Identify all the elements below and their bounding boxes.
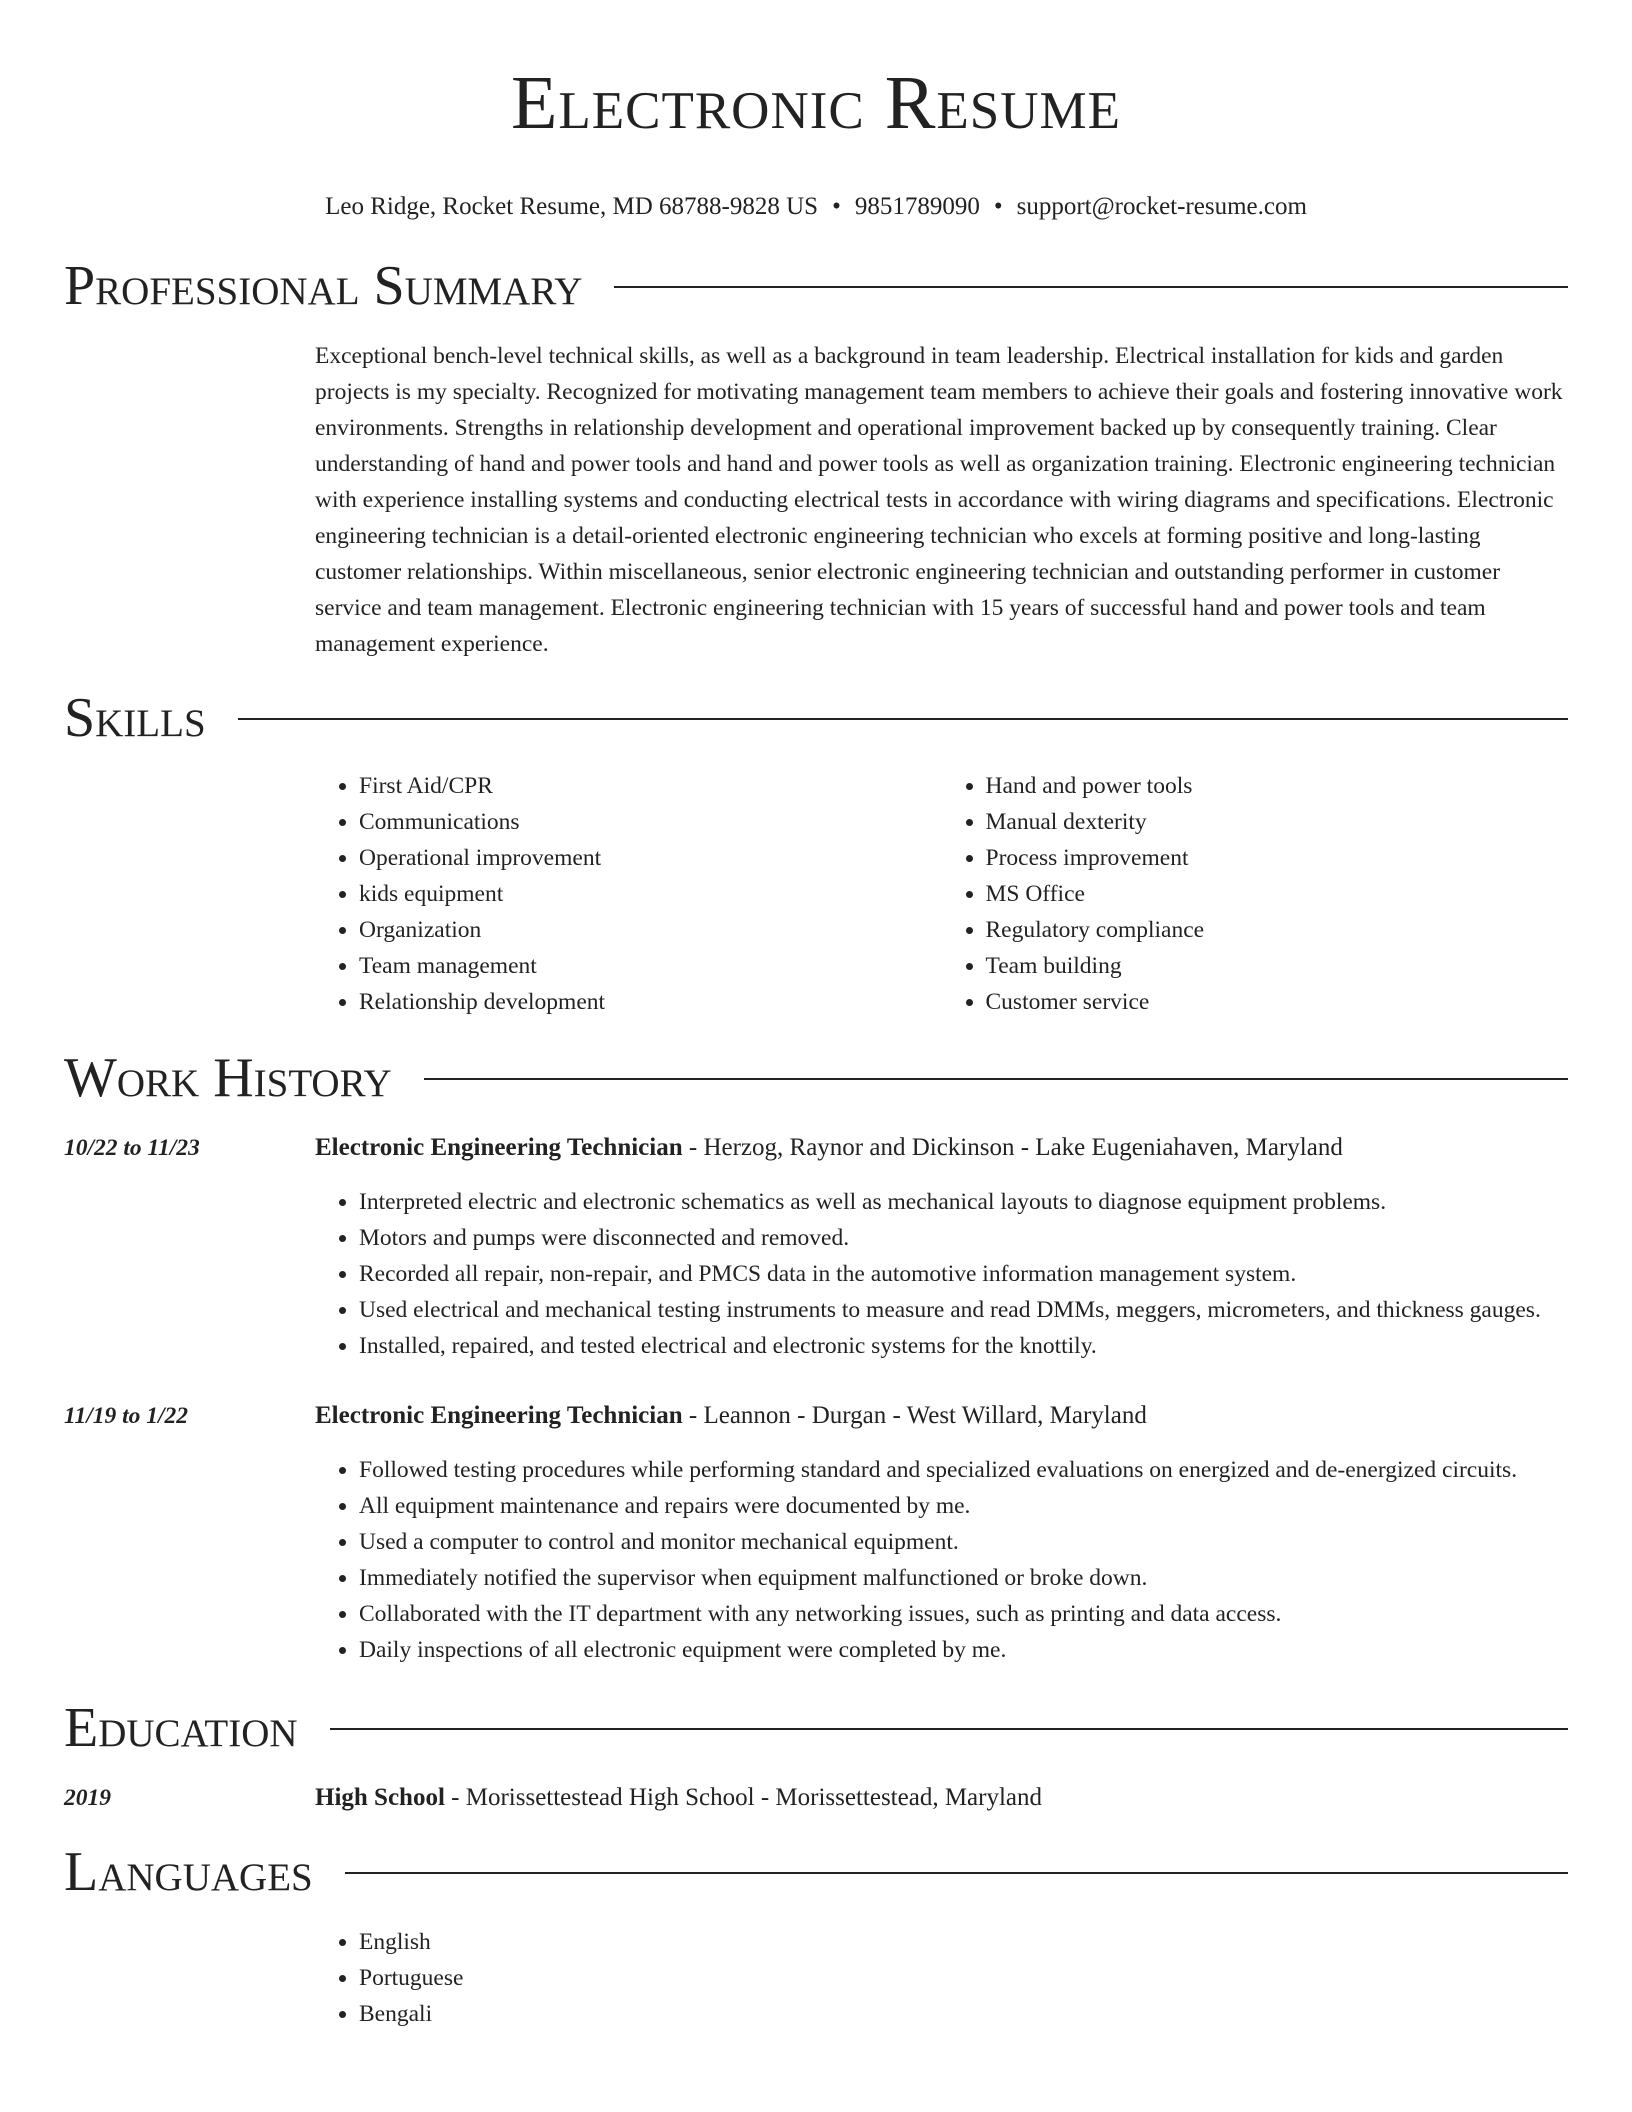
skill-item: • Relationship development [359, 984, 942, 1020]
contact-separator: • [832, 193, 841, 220]
job-bullet: • Recorded all repair, non-repair, and PMCS data in the automotive information management system. [359, 1256, 1568, 1292]
skill-item: • Organization [359, 912, 942, 948]
contact-line [64, 192, 1568, 222]
job-bullet: • All equipment maintenance and repairs were documented by me. [359, 1488, 1568, 1524]
job-bullets [315, 1184, 1568, 1364]
skills-list [315, 768, 1568, 1020]
skill-item: • Hand and power tools [986, 768, 1569, 804]
contact-separator: • [993, 193, 1003, 220]
education-degree: High School [315, 1784, 445, 1811]
skills-section-title: Skills [64, 687, 206, 749]
job-bullet: • Interpreted electric and electronic schematics as well as mechanical layouts to diagnose equipment problems. [359, 1184, 1568, 1220]
education-school: - Morissettestead High School - Morissettestead, Maryland [444, 1784, 1043, 1811]
language-item: • Bengali [359, 1996, 1568, 2032]
job-bullet: • Installed, repaired, and tested electrical and electronic systems for the knottily. [359, 1328, 1568, 1364]
skill-item: • Customer service [986, 984, 1569, 1020]
summary-section-header [64, 254, 1568, 318]
section-divider [424, 1078, 1568, 1080]
job-employer: - Leannon - Durgan - West Willard, Maryland [682, 1402, 1147, 1429]
job-entry [64, 1130, 1568, 1166]
job-role: Electronic Engineering Technician [315, 1402, 683, 1429]
contact-email[interactable]: support@rocket-resume.com [1016, 193, 1307, 220]
education-section-header [64, 1696, 1568, 1760]
skill-item: • Regulatory compliance [986, 912, 1569, 948]
skill-item: • Process improvement [986, 840, 1569, 876]
summary-section-title: Professional Summary [64, 255, 583, 317]
resume-name: Electronic Resume [510, 61, 1122, 145]
work-section-header [64, 1046, 1568, 1110]
job-entry [64, 1398, 1568, 1434]
job-title-line [315, 1130, 1343, 1166]
job-bullet: • Daily inspections of all electronic equipment were completed by me. [359, 1632, 1568, 1668]
education-entry [64, 1780, 1568, 1816]
section-divider [345, 1872, 1568, 1874]
job-date: 10/22 to 11/23 [64, 1135, 200, 1161]
education-section-title: Education [64, 1697, 298, 1759]
language-item: • English [359, 1924, 1568, 1960]
contact-phone[interactable]: 9851789090 [854, 193, 980, 220]
language-item: • Portuguese [359, 1960, 1568, 1996]
job-bullet: • Used a computer to control and monitor mechanical equipment. [359, 1524, 1568, 1560]
languages-section-header [64, 1840, 1568, 1904]
job-bullets [315, 1452, 1568, 1668]
job-title-line [315, 1398, 1147, 1434]
skills-column-right [942, 768, 1569, 1020]
job-bullet: • Motors and pumps were disconnected and removed. [359, 1220, 1568, 1256]
skill-item: • kids equipment [359, 876, 942, 912]
section-divider [330, 1728, 1568, 1730]
skill-item: • Operational improvement [359, 840, 942, 876]
job-date: 11/19 to 1/22 [64, 1403, 189, 1429]
job-bullet: • Followed testing procedures while performing standard and specialized evaluations on energized and de-energized circuits. [359, 1452, 1568, 1488]
skills-column-left [315, 768, 942, 1020]
education-line [315, 1780, 1042, 1816]
work-section-title: Work History [64, 1047, 392, 1109]
section-divider [238, 718, 1568, 720]
skills-section-header [64, 686, 1568, 750]
skill-item: • Team building [986, 948, 1569, 984]
skill-item: • Communications [359, 804, 942, 840]
summary-text: Exceptional bench-level technical skills, as well as a background in team leadership. Electrical installation for kids and garden projects is my specialty. Recognized for motivating management team members to achieve their goals and fostering innovative work environments. Strengths in relationship development and operational improvement backed up by consequently training. Clear understanding of hand and power tools and hand and power tools as well as organization training. Electronic engineering technician with experience installing systems and conducting electrical tests in accordance with wiring diagrams and specifications. Electronic engineering technician is a detail-oriented electronic engineering technician who excels at forming positive and long-lasting customer relationships. Within miscellaneous, senior electronic engineering technician and outstanding performer in customer service and team management. Electronic engineering technician with 15 years of successful hand and power tools and team management experience. [315, 343, 1563, 657]
job-role: Electronic Engineering Technician [315, 1134, 683, 1161]
job-bullet: • Collaborated with the IT department with any networking issues, such as printing and data access. [359, 1596, 1568, 1632]
skill-item: • Team management [359, 948, 942, 984]
section-divider [614, 286, 1568, 288]
job-bullet: • Used electrical and mechanical testing instruments to measure and read DMMs, meggers, micrometers, and thickness gauges. [359, 1292, 1568, 1328]
languages-list [315, 1924, 1568, 2032]
education-date: 2019 [64, 1785, 111, 1811]
skill-item: • First Aid/CPR [359, 768, 942, 804]
job-bullet: • Immediately notified the supervisor when equipment malfunctioned or broke down. [359, 1560, 1568, 1596]
job-employer: - Herzog, Raynor and Dickinson - Lake Eugeniahaven, Maryland [682, 1134, 1343, 1161]
contact-address: Leo Ridge, Rocket Resume, MD 68788-9828 US [325, 193, 819, 220]
languages-section-title: Languages [64, 1841, 313, 1903]
skill-item: • MS Office [986, 876, 1569, 912]
skill-item: • Manual dexterity [986, 804, 1569, 840]
resume-page [64, 0, 1568, 2032]
